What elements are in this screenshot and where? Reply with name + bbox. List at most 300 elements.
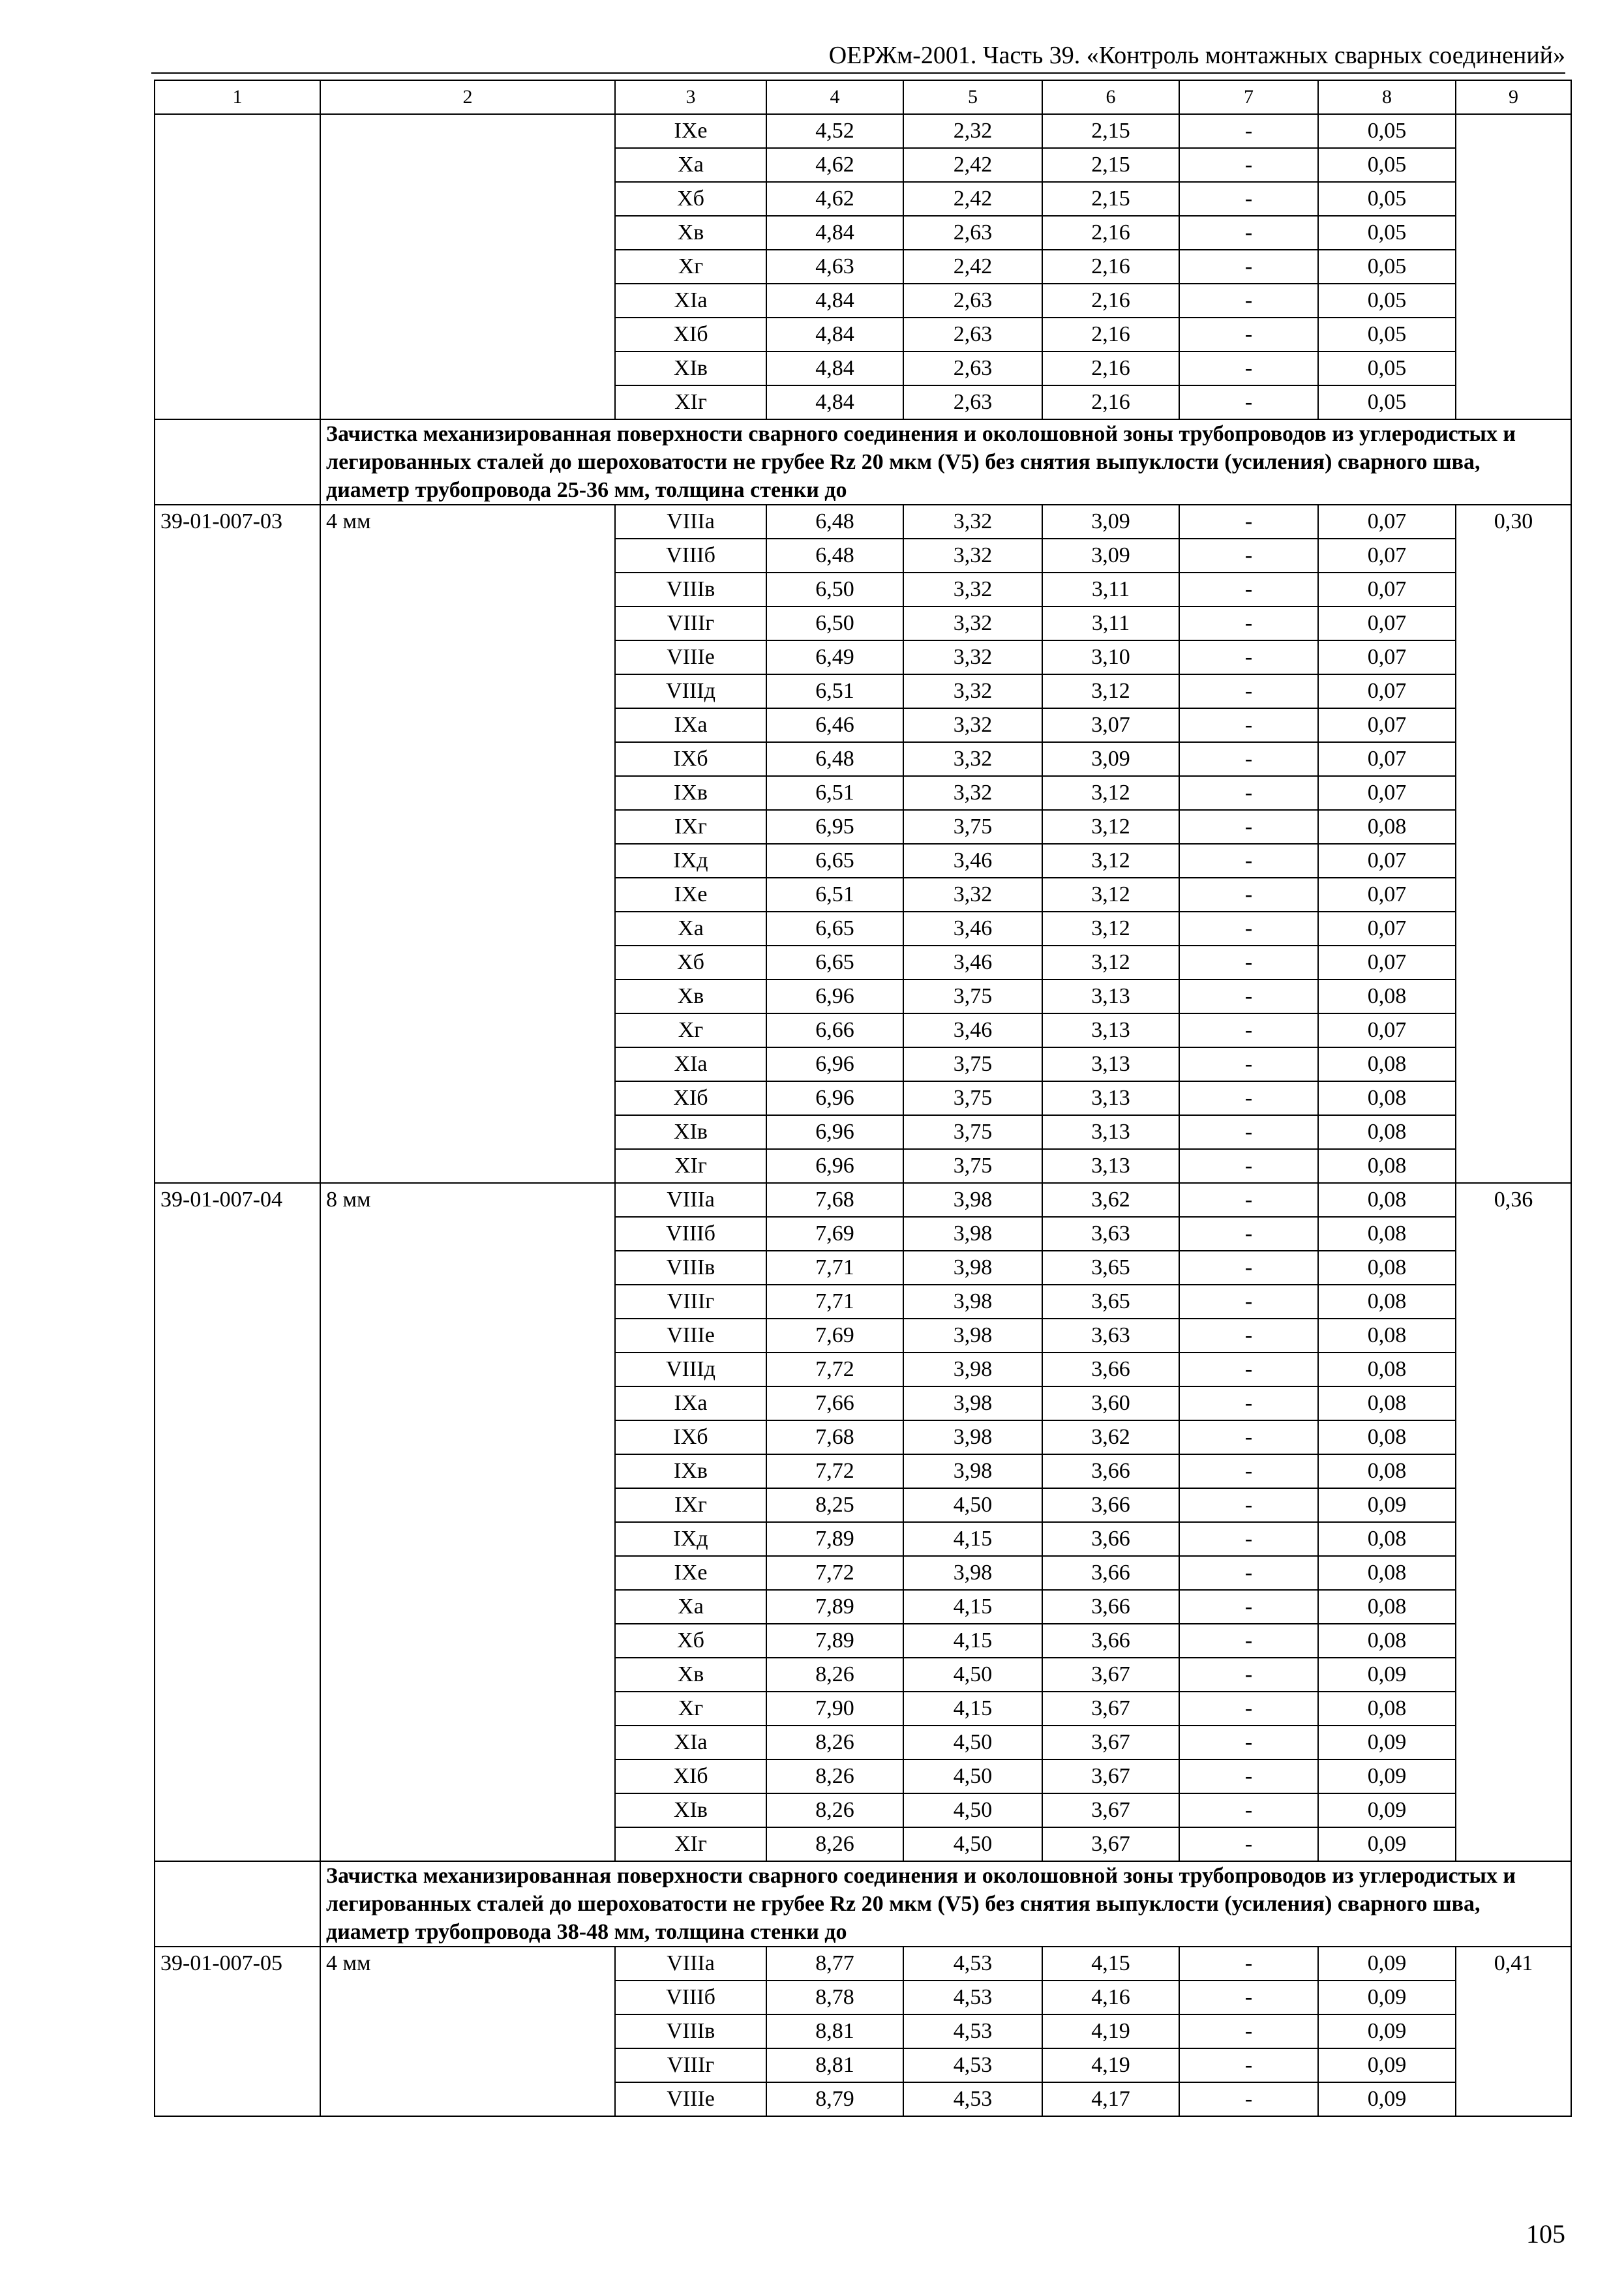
value-cell-col7: - — [1179, 573, 1318, 606]
value-cell-col8: 0,07 — [1318, 878, 1456, 912]
value-cell-col5: 2,63 — [903, 216, 1042, 250]
value-cell-col8: 0,07 — [1318, 606, 1456, 640]
value-cell-col8: 0,08 — [1318, 1319, 1456, 1353]
value-cell-col5: 2,63 — [903, 352, 1042, 385]
value-cell-col8: 0,08 — [1318, 1149, 1456, 1183]
value-cell-col5: 2,42 — [903, 250, 1042, 284]
value-cell-col4: 8,26 — [766, 1658, 903, 1692]
value-cell-col4: 8,26 — [766, 1827, 903, 1861]
column-number: 9 — [1456, 80, 1571, 114]
value-cell-col8: 0,07 — [1318, 505, 1456, 539]
value-cell-col6: 3,67 — [1042, 1692, 1179, 1726]
value-cell-col8: 0,08 — [1318, 1556, 1456, 1590]
value-cell-col8: 0,09 — [1318, 1658, 1456, 1692]
value-cell-col6: 3,66 — [1042, 1556, 1179, 1590]
value-cell-col7: - — [1179, 1692, 1318, 1726]
value-cell-col4: 7,72 — [766, 1353, 903, 1386]
value-cell-col5: 3,98 — [903, 1251, 1042, 1285]
value-cell-col6: 3,66 — [1042, 1624, 1179, 1658]
value-cell-col6: 3,09 — [1042, 505, 1179, 539]
value-cell-col5: 3,98 — [903, 1420, 1042, 1454]
grade-cell: XIг — [615, 1827, 766, 1861]
grade-cell: VIIIв — [615, 573, 766, 606]
value-cell-col5: 4,53 — [903, 1981, 1042, 2014]
grade-cell: VIIIв — [615, 2014, 766, 2048]
column-number: 3 — [615, 80, 766, 114]
value-cell-col6: 3,60 — [1042, 1386, 1179, 1420]
value-cell-col4: 7,89 — [766, 1590, 903, 1624]
value-cell-col8: 0,09 — [1318, 1793, 1456, 1827]
value-cell-col6: 3,12 — [1042, 878, 1179, 912]
value-cell-col4: 6,96 — [766, 1047, 903, 1081]
materials-cell — [1456, 114, 1571, 419]
value-cell-col5: 3,32 — [903, 674, 1042, 708]
value-cell-col7: - — [1179, 606, 1318, 640]
grade-cell: IXб — [615, 1420, 766, 1454]
value-cell-col7: - — [1179, 1285, 1318, 1319]
value-cell-col5: 3,98 — [903, 1217, 1042, 1251]
value-cell-col7: - — [1179, 1319, 1318, 1353]
value-cell-col5: 3,32 — [903, 708, 1042, 742]
grade-cell: VIIIа — [615, 1183, 766, 1217]
value-cell-col6: 3,63 — [1042, 1319, 1179, 1353]
value-cell-col5: 4,50 — [903, 1726, 1042, 1759]
value-cell-col8: 0,09 — [1318, 1726, 1456, 1759]
value-cell-col5: 4,53 — [903, 2014, 1042, 2048]
value-cell-col5: 3,46 — [903, 946, 1042, 980]
value-cell-col4: 4,62 — [766, 148, 903, 182]
value-cell-col6: 2,16 — [1042, 385, 1179, 419]
value-cell-col4: 7,68 — [766, 1183, 903, 1217]
value-cell-col4: 7,69 — [766, 1217, 903, 1251]
value-cell-col6: 3,67 — [1042, 1793, 1179, 1827]
value-cell-col7: - — [1179, 1556, 1318, 1590]
grade-cell: IXб — [615, 742, 766, 776]
column-number: 5 — [903, 80, 1042, 114]
value-cell-col7: - — [1179, 2082, 1318, 2116]
value-cell-col8: 0,09 — [1318, 2082, 1456, 2116]
grade-cell: XIа — [615, 1726, 766, 1759]
value-cell-col6: 3,66 — [1042, 1353, 1179, 1386]
value-cell-col4: 4,84 — [766, 352, 903, 385]
value-cell-col8: 0,08 — [1318, 1217, 1456, 1251]
value-cell-col5: 4,53 — [903, 1947, 1042, 1981]
value-cell-col5: 4,15 — [903, 1522, 1042, 1556]
section-title-row — [155, 1861, 1571, 1947]
value-cell-col5: 2,42 — [903, 182, 1042, 216]
value-cell-col7: - — [1179, 844, 1318, 878]
value-cell-col6: 3,13 — [1042, 1047, 1179, 1081]
value-cell-col4: 4,84 — [766, 385, 903, 419]
value-cell-col4: 6,48 — [766, 742, 903, 776]
value-cell-col5: 3,75 — [903, 1115, 1042, 1149]
grade-cell: XIа — [615, 284, 766, 318]
value-cell-col6: 4,19 — [1042, 2048, 1179, 2082]
value-cell-col8: 0,05 — [1318, 318, 1456, 352]
value-cell-col6: 3,67 — [1042, 1658, 1179, 1692]
grade-cell: VIIIд — [615, 674, 766, 708]
value-cell-col6: 3,62 — [1042, 1183, 1179, 1217]
value-cell-col4: 8,77 — [766, 1947, 903, 1981]
value-cell-col8: 0,07 — [1318, 640, 1456, 674]
grade-cell: XIг — [615, 1149, 766, 1183]
value-cell-col8: 0,08 — [1318, 1692, 1456, 1726]
value-cell-col6: 3,13 — [1042, 1115, 1179, 1149]
page-header-title: ОЕРЖм-2001. Часть 39. «Контроль монтажных сварных соединений» — [828, 42, 1565, 69]
column-number: 1 — [155, 80, 320, 114]
value-cell-col7: - — [1179, 776, 1318, 810]
rate-code: 39-01-007-05 — [155, 1947, 320, 2116]
value-cell-col6: 3,13 — [1042, 1081, 1179, 1115]
value-cell-col7: - — [1179, 284, 1318, 318]
value-cell-col6: 2,16 — [1042, 318, 1179, 352]
value-cell-col8: 0,05 — [1318, 148, 1456, 182]
value-cell-col7: - — [1179, 352, 1318, 385]
grade-cell: IXв — [615, 1454, 766, 1488]
value-cell-col5: 4,50 — [903, 1827, 1042, 1861]
grade-cell: IXе — [615, 114, 766, 148]
value-cell-col8: 0,05 — [1318, 182, 1456, 216]
value-cell-col4: 7,71 — [766, 1285, 903, 1319]
value-cell-col5: 3,98 — [903, 1386, 1042, 1420]
value-cell-col8: 0,08 — [1318, 1081, 1456, 1115]
value-cell-col7: - — [1179, 742, 1318, 776]
rate-code: 39-01-007-04 — [155, 1183, 320, 1861]
value-cell-col5: 3,98 — [903, 1183, 1042, 1217]
grade-cell: Xв — [615, 216, 766, 250]
grade-cell: Xг — [615, 1692, 766, 1726]
grade-cell: XIб — [615, 1081, 766, 1115]
value-cell-col5: 3,98 — [903, 1556, 1042, 1590]
grade-cell: IXв — [615, 776, 766, 810]
value-cell-col4: 6,49 — [766, 640, 903, 674]
value-cell-col8: 0,08 — [1318, 810, 1456, 844]
value-cell-col7: - — [1179, 912, 1318, 946]
value-cell-col7: - — [1179, 674, 1318, 708]
value-cell-col4: 8,26 — [766, 1759, 903, 1793]
grade-cell: XIа — [615, 1047, 766, 1081]
value-cell-col7: - — [1179, 385, 1318, 419]
grade-cell: Xв — [615, 980, 766, 1013]
value-cell-col4: 4,84 — [766, 284, 903, 318]
value-cell-col8: 0,08 — [1318, 1386, 1456, 1420]
value-cell-col4: 6,46 — [766, 708, 903, 742]
column-number: 7 — [1179, 80, 1318, 114]
materials-cell: 0,41 — [1456, 1947, 1571, 2116]
grade-cell: IXе — [615, 1556, 766, 1590]
grade-cell: VIIIб — [615, 1217, 766, 1251]
value-cell-col6: 3,09 — [1042, 742, 1179, 776]
value-cell-col7: - — [1179, 1759, 1318, 1793]
value-cell-col6: 3,63 — [1042, 1217, 1179, 1251]
grade-cell: VIIIд — [615, 1353, 766, 1386]
value-cell-col8: 0,09 — [1318, 1827, 1456, 1861]
value-cell-col7: - — [1179, 708, 1318, 742]
value-cell-col4: 8,78 — [766, 1981, 903, 2014]
value-cell-col8: 0,08 — [1318, 1183, 1456, 1217]
value-cell-col6: 2,15 — [1042, 182, 1179, 216]
value-cell-col7: - — [1179, 1353, 1318, 1386]
grade-cell: IXа — [615, 1386, 766, 1420]
rates-table — [154, 80, 1572, 2117]
value-cell-col7: - — [1179, 1947, 1318, 1981]
grade-cell: Xа — [615, 1590, 766, 1624]
value-cell-col5: 3,32 — [903, 573, 1042, 606]
grade-cell: Xа — [615, 148, 766, 182]
value-cell-col7: - — [1179, 1013, 1318, 1047]
value-cell-col6: 2,16 — [1042, 352, 1179, 385]
value-cell-col8: 0,08 — [1318, 1251, 1456, 1285]
value-cell-col6: 3,66 — [1042, 1590, 1179, 1624]
value-cell-col8: 0,07 — [1318, 573, 1456, 606]
value-cell-col7: - — [1179, 1115, 1318, 1149]
header-rule — [151, 72, 1565, 74]
value-cell-col5: 2,42 — [903, 148, 1042, 182]
value-cell-col4: 8,26 — [766, 1793, 903, 1827]
value-cell-col4: 7,89 — [766, 1522, 903, 1556]
value-cell-col7: - — [1179, 1488, 1318, 1522]
value-cell-col5: 3,46 — [903, 1013, 1042, 1047]
value-cell-col5: 4,50 — [903, 1488, 1042, 1522]
value-cell-col6: 3,13 — [1042, 1149, 1179, 1183]
grade-cell: Xб — [615, 1624, 766, 1658]
value-cell-col5: 4,50 — [903, 1793, 1042, 1827]
value-cell-col5: 4,15 — [903, 1692, 1042, 1726]
value-cell-col8: 0,09 — [1318, 1488, 1456, 1522]
column-number: 4 — [766, 80, 903, 114]
section-title-row — [155, 419, 1571, 505]
value-cell-col7: - — [1179, 1624, 1318, 1658]
value-cell-col8: 0,08 — [1318, 1115, 1456, 1149]
value-cell-col5: 4,53 — [903, 2048, 1042, 2082]
value-cell-col6: 3,13 — [1042, 1013, 1179, 1047]
value-cell-col4: 7,71 — [766, 1251, 903, 1285]
column-number: 6 — [1042, 80, 1179, 114]
value-cell-col5: 3,32 — [903, 640, 1042, 674]
materials-cell: 0,36 — [1456, 1183, 1571, 1861]
value-cell-col6: 3,11 — [1042, 573, 1179, 606]
value-cell-col6: 3,07 — [1042, 708, 1179, 742]
value-cell-col4: 6,96 — [766, 1081, 903, 1115]
value-cell-col8: 0,07 — [1318, 708, 1456, 742]
value-cell-col7: - — [1179, 1217, 1318, 1251]
value-cell-col7: - — [1179, 216, 1318, 250]
value-cell-col8: 0,07 — [1318, 844, 1456, 878]
value-cell-col7: - — [1179, 505, 1318, 539]
value-cell-col6: 3,11 — [1042, 606, 1179, 640]
value-cell-col8: 0,08 — [1318, 980, 1456, 1013]
value-cell-col8: 0,05 — [1318, 250, 1456, 284]
value-cell-col7: - — [1179, 1827, 1318, 1861]
section-code-cell — [155, 1861, 320, 1947]
value-cell-col8: 0,08 — [1318, 1454, 1456, 1488]
grade-cell: XIв — [615, 1793, 766, 1827]
value-cell-col5: 2,63 — [903, 284, 1042, 318]
value-cell-col7: - — [1179, 250, 1318, 284]
value-cell-col7: - — [1179, 539, 1318, 573]
rate-code — [155, 114, 320, 419]
value-cell-col4: 8,81 — [766, 2014, 903, 2048]
value-cell-col4: 6,95 — [766, 810, 903, 844]
value-cell-col8: 0,08 — [1318, 1285, 1456, 1319]
grade-cell: Xв — [615, 1658, 766, 1692]
value-cell-col6: 2,16 — [1042, 250, 1179, 284]
value-cell-col8: 0,09 — [1318, 2048, 1456, 2082]
value-cell-col6: 3,66 — [1042, 1488, 1179, 1522]
grade-cell: IXа — [615, 708, 766, 742]
value-cell-col8: 0,07 — [1318, 946, 1456, 980]
value-cell-col4: 8,81 — [766, 2048, 903, 2082]
page-number: 105 — [1526, 2219, 1565, 2249]
value-cell-col6: 2,15 — [1042, 114, 1179, 148]
value-cell-col5: 3,98 — [903, 1285, 1042, 1319]
grade-cell: VIIIа — [615, 505, 766, 539]
value-cell-col7: - — [1179, 1420, 1318, 1454]
value-cell-col4: 4,84 — [766, 318, 903, 352]
value-cell-col8: 0,07 — [1318, 1013, 1456, 1047]
value-cell-col7: - — [1179, 2048, 1318, 2082]
value-cell-col5: 3,98 — [903, 1353, 1042, 1386]
value-cell-col8: 0,05 — [1318, 385, 1456, 419]
value-cell-col7: - — [1179, 318, 1318, 352]
value-cell-col5: 4,50 — [903, 1658, 1042, 1692]
grade-cell: VIIIе — [615, 1319, 766, 1353]
grade-cell: XIг — [615, 385, 766, 419]
value-cell-col6: 3,67 — [1042, 1726, 1179, 1759]
value-cell-col5: 3,75 — [903, 810, 1042, 844]
value-cell-col5: 3,32 — [903, 878, 1042, 912]
section-title: Зачистка механизированная поверхности сварного соединения и околошовной зоны трубопроводов из углеродистых и легированных сталей до шероховатости не грубее Rz 20 мкм (V5) без снятия выпуклости (усиления) сварного шва, диаметр трубопровода 25-36 мм, толщина стенки до — [320, 419, 1571, 505]
value-cell-col7: - — [1179, 1149, 1318, 1183]
value-cell-col6: 3,12 — [1042, 776, 1179, 810]
value-cell-col5: 3,75 — [903, 980, 1042, 1013]
value-cell-col4: 6,65 — [766, 844, 903, 878]
value-cell-col5: 4,15 — [903, 1590, 1042, 1624]
value-cell-col6: 3,67 — [1042, 1759, 1179, 1793]
value-cell-col7: - — [1179, 1454, 1318, 1488]
value-cell-col7: - — [1179, 2014, 1318, 2048]
value-cell-col8: 0,08 — [1318, 1624, 1456, 1658]
section-code-cell — [155, 419, 320, 505]
grade-cell: IXд — [615, 1522, 766, 1556]
value-cell-col7: - — [1179, 980, 1318, 1013]
value-cell-col5: 3,32 — [903, 776, 1042, 810]
value-cell-col8: 0,08 — [1318, 1522, 1456, 1556]
value-cell-col8: 0,05 — [1318, 284, 1456, 318]
value-cell-col4: 7,89 — [766, 1624, 903, 1658]
value-cell-col6: 3,12 — [1042, 912, 1179, 946]
grade-cell: IXг — [615, 1488, 766, 1522]
grade-cell: VIIIг — [615, 606, 766, 640]
value-cell-col5: 3,46 — [903, 844, 1042, 878]
rate-code: 39-01-007-03 — [155, 505, 320, 1183]
value-cell-col4: 7,90 — [766, 1692, 903, 1726]
value-cell-col5: 4,53 — [903, 2082, 1042, 2116]
column-number: 2 — [320, 80, 615, 114]
value-cell-col4: 7,68 — [766, 1420, 903, 1454]
value-cell-col6: 4,17 — [1042, 2082, 1179, 2116]
grade-cell: XIб — [615, 1759, 766, 1793]
value-cell-col4: 6,96 — [766, 1149, 903, 1183]
value-cell-col8: 0,08 — [1318, 1047, 1456, 1081]
value-cell-col7: - — [1179, 640, 1318, 674]
value-cell-col6: 3,65 — [1042, 1251, 1179, 1285]
value-cell-col5: 3,32 — [903, 505, 1042, 539]
value-cell-col7: - — [1179, 1726, 1318, 1759]
value-cell-col4: 6,96 — [766, 980, 903, 1013]
value-cell-col6: 3,13 — [1042, 980, 1179, 1013]
value-cell-col4: 8,79 — [766, 2082, 903, 2116]
column-number-row — [155, 80, 1571, 114]
value-cell-col6: 3,66 — [1042, 1454, 1179, 1488]
value-cell-col5: 3,46 — [903, 912, 1042, 946]
grade-cell: IXд — [615, 844, 766, 878]
grade-cell: Xб — [615, 946, 766, 980]
value-cell-col6: 3,10 — [1042, 640, 1179, 674]
value-cell-col8: 0,05 — [1318, 216, 1456, 250]
value-cell-col6: 4,15 — [1042, 1947, 1179, 1981]
value-cell-col4: 6,96 — [766, 1115, 903, 1149]
value-cell-col4: 6,51 — [766, 878, 903, 912]
table-row — [155, 114, 1571, 148]
value-cell-col6: 3,09 — [1042, 539, 1179, 573]
grade-cell: XIб — [615, 318, 766, 352]
value-cell-col6: 4,19 — [1042, 2014, 1179, 2048]
grade-cell: XIв — [615, 352, 766, 385]
grade-cell: Xа — [615, 912, 766, 946]
materials-cell: 0,30 — [1456, 505, 1571, 1183]
grade-cell: Xг — [615, 250, 766, 284]
value-cell-col4: 4,52 — [766, 114, 903, 148]
wall-thickness — [320, 114, 615, 419]
grade-cell: XIв — [615, 1115, 766, 1149]
value-cell-col4: 6,48 — [766, 505, 903, 539]
value-cell-col5: 2,63 — [903, 318, 1042, 352]
grade-cell: VIIIб — [615, 1981, 766, 2014]
value-cell-col6: 3,12 — [1042, 674, 1179, 708]
value-cell-col4: 7,72 — [766, 1556, 903, 1590]
value-cell-col4: 6,51 — [766, 776, 903, 810]
grade-cell: VIIIе — [615, 640, 766, 674]
value-cell-col4: 6,65 — [766, 946, 903, 980]
grade-cell: VIIIа — [615, 1947, 766, 1981]
value-cell-col5: 3,98 — [903, 1454, 1042, 1488]
value-cell-col5: 2,32 — [903, 114, 1042, 148]
value-cell-col8: 0,08 — [1318, 1420, 1456, 1454]
value-cell-col4: 8,26 — [766, 1726, 903, 1759]
value-cell-col4: 7,66 — [766, 1386, 903, 1420]
rates-table-body — [155, 80, 1571, 2116]
value-cell-col6: 2,16 — [1042, 216, 1179, 250]
value-cell-col5: 3,75 — [903, 1047, 1042, 1081]
value-cell-col8: 0,07 — [1318, 674, 1456, 708]
value-cell-col5: 3,98 — [903, 1319, 1042, 1353]
value-cell-col4: 6,51 — [766, 674, 903, 708]
wall-thickness: 4 мм — [320, 505, 615, 1183]
grade-cell: IXг — [615, 810, 766, 844]
value-cell-col8: 0,07 — [1318, 776, 1456, 810]
value-cell-col8: 0,07 — [1318, 539, 1456, 573]
value-cell-col8: 0,08 — [1318, 1590, 1456, 1624]
value-cell-col7: - — [1179, 1081, 1318, 1115]
value-cell-col6: 3,12 — [1042, 844, 1179, 878]
value-cell-col4: 4,63 — [766, 250, 903, 284]
value-cell-col7: - — [1179, 1251, 1318, 1285]
value-cell-col7: - — [1179, 946, 1318, 980]
value-cell-col8: 0,07 — [1318, 742, 1456, 776]
value-cell-col5: 4,50 — [903, 1759, 1042, 1793]
value-cell-col6: 2,16 — [1042, 284, 1179, 318]
